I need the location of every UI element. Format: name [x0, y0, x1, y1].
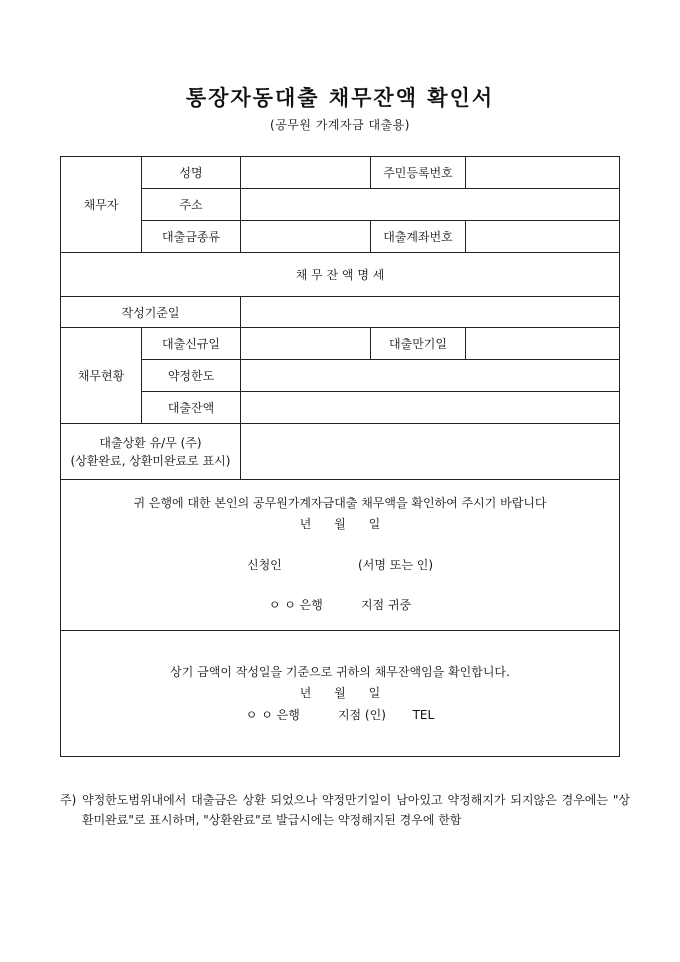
base-date-label: 작성기준일 — [61, 297, 241, 328]
limit-label: 약정한도 — [142, 360, 241, 392]
status-section-label: 채무현황 — [61, 328, 142, 424]
limit-field[interactable] — [241, 360, 620, 392]
request-section — [61, 480, 620, 631]
statement-header: 채 무 잔 액 명 세 — [61, 253, 620, 297]
confirmation-section — [61, 631, 620, 757]
base-date-field[interactable] — [241, 297, 620, 328]
repayment-label-line1: 대출상환 유/무 (주) — [99, 435, 202, 450]
debtor-section-label: 채무자 — [61, 157, 142, 253]
new-date-field[interactable] — [241, 328, 371, 360]
maturity-field[interactable] — [466, 328, 620, 360]
balance-field[interactable] — [241, 392, 620, 424]
repayment-label — [61, 424, 241, 480]
request-applicant: 신청인 (서명 또는 인) — [246, 558, 434, 572]
request-date: 년 월 일 — [299, 517, 381, 531]
address-label: 주소 — [142, 189, 241, 221]
loan-type-label: 대출금종류 — [142, 221, 241, 253]
loan-type-field[interactable] — [241, 221, 371, 253]
loan-account-field[interactable] — [466, 221, 620, 253]
request-text: 귀 은행에 대한 본인의 공무원가계자금대출 채무액을 확인하여 주시기 바랍니다 — [133, 496, 547, 510]
name-label: 성명 — [142, 157, 241, 189]
document-subtitle: (공무원 가계자금 대출용) — [270, 118, 410, 132]
new-date-label: 대출신규일 — [142, 328, 241, 360]
confirmation-form-table — [60, 156, 620, 757]
document-title: 통장자동대출 채무잔액 확인서 — [185, 86, 495, 110]
loan-account-label: 대출계좌번호 — [371, 221, 466, 253]
footnote-text: 약정한도범위내에서 대출금은 상환 되었으나 약정만기일이 남아있고 약정해지가 되지않은 경우에는 "상환미완료"로 표시하며, "상환완료"로 발급시에는 약정해지된 경우에 한함 — [82, 793, 630, 827]
repayment-field[interactable] — [241, 424, 620, 480]
confirmation-date: 년 월 일 — [299, 686, 381, 700]
resident-no-label: 주민등록번호 — [371, 157, 466, 189]
address-field[interactable] — [241, 189, 620, 221]
footnote-mark: 주) — [60, 793, 77, 807]
confirmation-issuer: ㅇ ㅇ 은행 지점 (인) TEL — [245, 708, 435, 722]
name-field[interactable] — [241, 157, 371, 189]
request-addressee: ㅇ ㅇ 은행 지점 귀중 — [268, 598, 412, 612]
maturity-label: 대출만기일 — [371, 328, 466, 360]
resident-no-field[interactable] — [466, 157, 620, 189]
balance-label: 대출잔액 — [142, 392, 241, 424]
repayment-label-line2: (상환완료, 상환미완료로 표시) — [70, 453, 231, 468]
footnote — [60, 790, 630, 830]
confirmation-text: 상기 금액이 작성일을 기준으로 귀하의 채무잔액임을 확인합니다. — [170, 665, 510, 679]
